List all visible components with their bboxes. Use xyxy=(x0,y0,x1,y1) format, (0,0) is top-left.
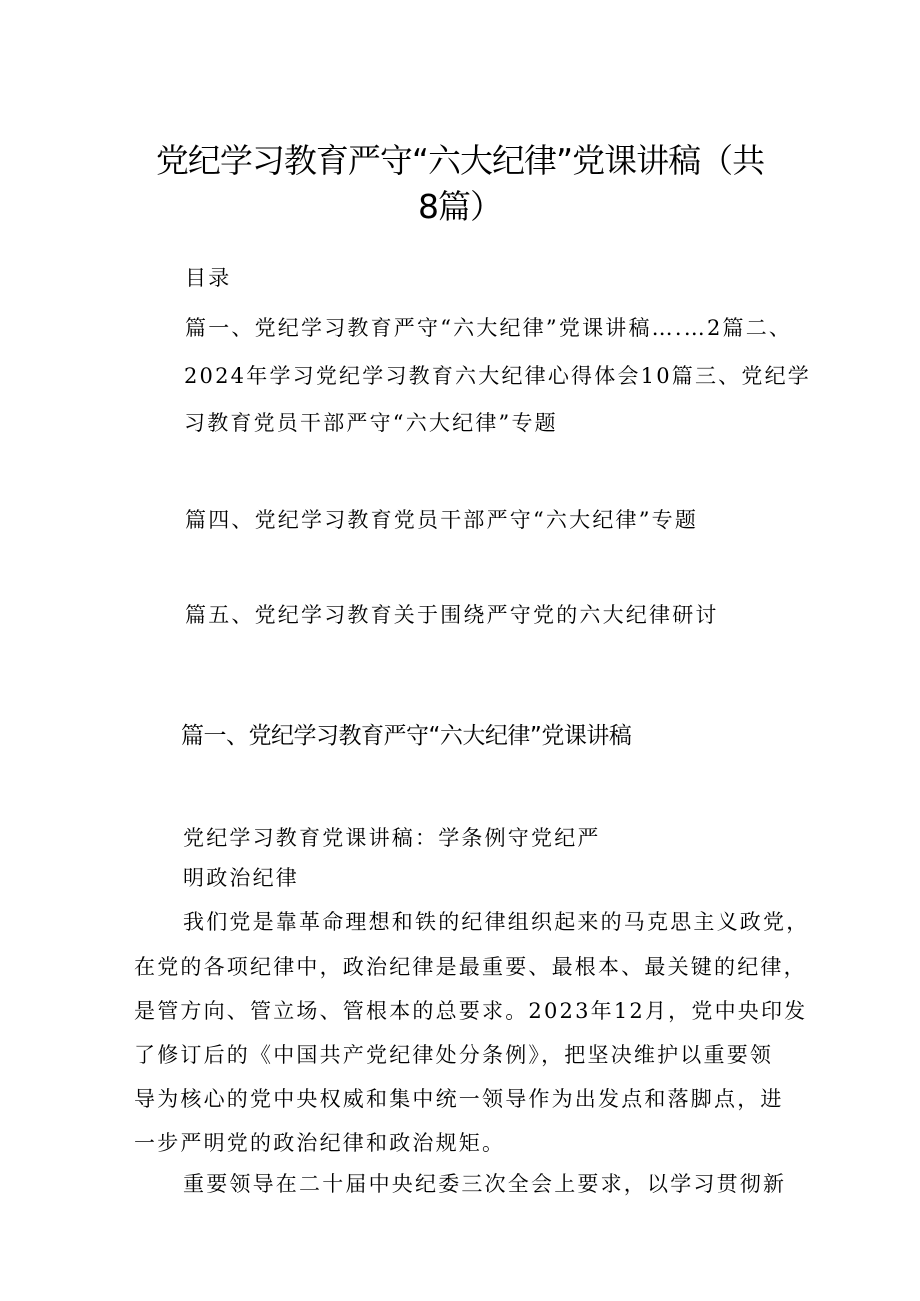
paragraph-line: 重要领导在二十届中央纪委三次全会上要求，以学习贯彻新 xyxy=(183,1172,787,1196)
paragraph-line: 一步严明党的政治纪律和政治规矩。 xyxy=(134,1131,506,1155)
toc-line: 习教育党员干部严守“六大纪律”专题 xyxy=(184,411,558,435)
section-subtitle-line-2: 明政治纪律 xyxy=(183,866,299,890)
toc-line: 篇一、党纪学习教育严守“六大纪律”党课讲稿….…2篇二、 xyxy=(185,316,793,340)
toc-line: 2024年学习党纪学习教育六大纪律心得体会10篇三、党纪学 xyxy=(184,364,811,388)
title-line-1: 党纪学习教育严守“六大纪律”党课讲稿（共 xyxy=(155,141,765,180)
toc-label: 目录 xyxy=(185,266,232,290)
section-subtitle-line-1: 党纪学习教育党课讲稿：学条例守党纪严 xyxy=(183,826,601,850)
paragraph-line: 导为核心的党中央权威和集中统一领导作为出发点和落脚点，进 xyxy=(134,1087,784,1111)
toc-line: 篇五、党纪学习教育关于围绕严守党的六大纪律研讨 xyxy=(185,603,719,627)
paragraph-line: 在党的各项纪律中，政治纪律是最重要、最根本、最关键的纪律， xyxy=(134,955,807,979)
paragraph-line: 我们党是靠革命理想和铁的纪律组织起来的马克思主义政党， xyxy=(183,910,810,934)
section-heading: 篇一、党纪学习教育严守“六大纪律”党课讲稿 xyxy=(181,723,632,749)
title-line-2: 8篇） xyxy=(418,187,502,226)
paragraph-line: 是管方向、管立场、管根本的总要求。2023年12月，党中央印发 xyxy=(134,999,808,1023)
toc-line: 篇四、党纪学习教育党员干部严守“六大纪律”专题 xyxy=(185,508,699,532)
paragraph-line: 了修订后的《中国共产党纪律处分条例》，把坚决维护以重要领 xyxy=(134,1043,774,1067)
document-title xyxy=(120,138,800,230)
